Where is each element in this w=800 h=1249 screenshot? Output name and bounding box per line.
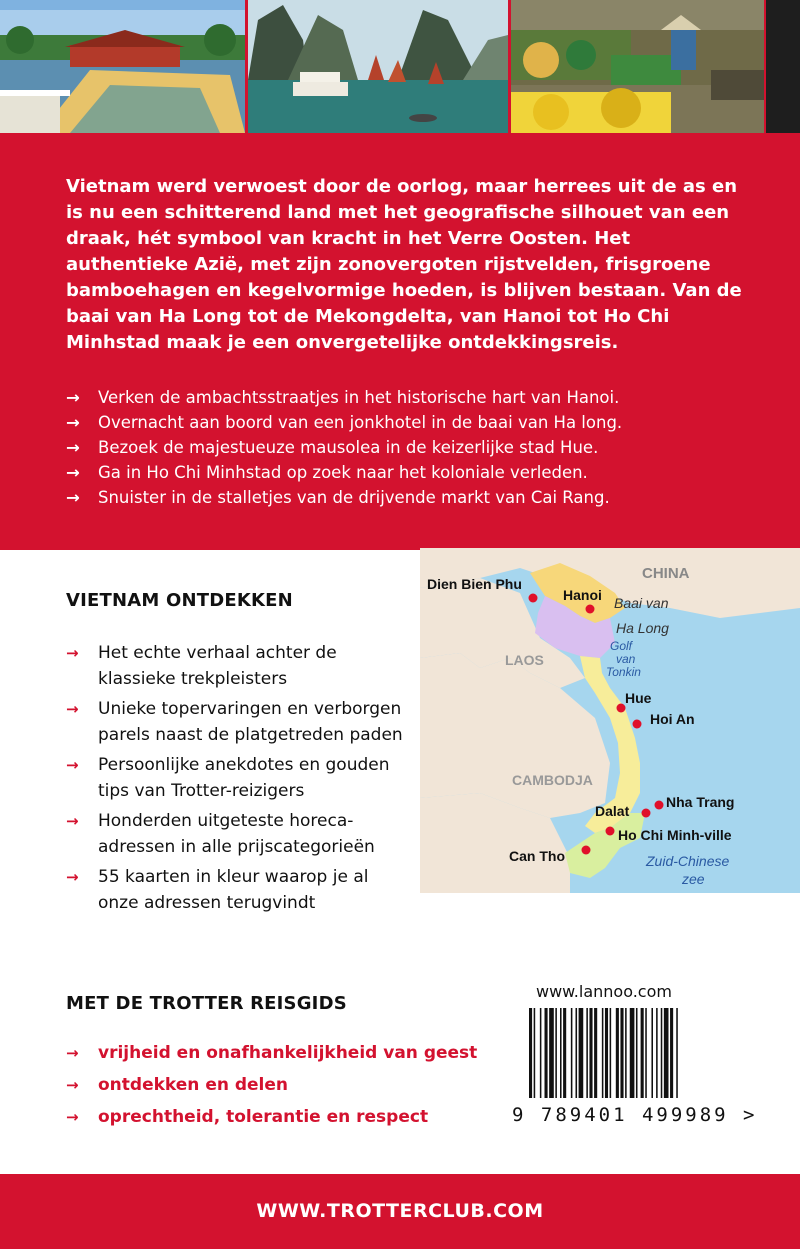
can-tho-label: Can Tho [509,848,565,864]
barcode-bar [610,1008,612,1098]
arrow-icon: → [66,438,80,457]
barcode-bar [625,1008,627,1098]
barcode-bar [534,1008,536,1098]
barcode-bar [670,1008,673,1098]
sea-label-1: Zuid-Chinese [646,853,730,869]
guide-title: MET DE TROTTER REISGIDS [66,993,347,1014]
nha-trang-label: Nha Trang [666,794,735,810]
barcode-bar [641,1008,644,1098]
isbn-number: 9 789401 499989 > [512,1104,758,1126]
can-tho-dot [582,846,591,855]
list-item: → ontdekken en delen [66,1072,486,1104]
intro-text: Vietnam werd verwoest door de oorlog, maar herrees uit de as en is nu een schitterend land met het geografische silhouet van een draak, hét symbool van kracht in het Verre Oosten. Het authentieke Azië, met zijn zonovergoten rijstvelden, frisgroene bamboehagen en kegelvormige hoeden, is blijven bestaan. Van de baai van Ha Long tot de Mekongdelta, van Hanoi tot Ho Chi Minhstad maak je een onvergetelijke ontdekkingsreis. [66,176,742,353]
golf-label-3: Tonkin [606,665,641,679]
footer-url[interactable]: WWW.TROTTERCLUB.COM [256,1200,544,1222]
arrow-icon: → [66,644,79,662]
arrow-icon: → [66,756,79,774]
list-item: → Verken de ambachtsstraatjes in het historische hart van Hanoi. [66,386,756,411]
photo-strip [0,0,800,135]
laos-label: LAOS [505,652,544,668]
arrow-icon: → [66,1044,79,1062]
barcode-bar [676,1008,678,1098]
barcode-bar [616,1008,619,1098]
barcode-bar [529,1008,532,1098]
list-item: → oprechtheid, tolerantie en respect [66,1104,486,1136]
highlights-list [66,386,756,511]
baai-label-1: Baai van [614,595,669,611]
barcode-bar [664,1008,669,1098]
hoi-an-dot [633,720,642,729]
floating-market-photo [511,0,764,133]
barcode-bar [540,1008,542,1098]
hanoi-dot [586,605,595,614]
barcode-bar [586,1008,588,1098]
nha-trang-dot [655,801,664,810]
barcode-bar [563,1008,566,1098]
list-item: → Persoonlijke anekdotes en gouden tips van Trotter-reizigers [66,752,406,804]
china-label: CHINA [642,565,690,582]
barcode-bar [560,1008,562,1098]
guide-list [66,1040,486,1136]
barcode-bar [602,1008,604,1098]
cambodja-label: CAMBODJA [512,772,593,788]
list-item: → vrijheid en onafhankelijkheid van geest [66,1040,486,1072]
golf-label-2: van [616,652,636,666]
arrow-icon: → [66,812,79,830]
dien-bien-phu-dot [529,594,538,603]
hcm-dot [606,827,615,836]
arrow-icon: → [66,488,80,507]
list-item: → 55 kaarten in kleur waarop je al onze adressen terugvindt [66,864,406,916]
list-item: → Honderden uitgeteste horeca-adressen in alle prijscategorieën [66,808,406,860]
arrow-icon: → [66,463,80,482]
barcode-bar [630,1008,635,1098]
hanoi-label: Hanoi [563,587,602,603]
arrow-icon: → [66,1076,79,1094]
barcode-bar [651,1008,653,1098]
sea-label-2: zee [682,871,705,887]
barcode-bar [549,1008,554,1098]
arrow-icon: → [66,868,79,886]
arrow-icon: → [66,1108,79,1126]
list-item: → Het echte verhaal achter de klassieke trekpleisters [66,640,406,692]
hue-label: Hue [625,690,652,706]
temple-photo [0,0,245,133]
list-item: → Unieke topervaringen en verborgen parels naast de platgetreden paden [66,696,406,748]
barcode-bar [636,1008,638,1098]
hoi-an-label: Hoi An [650,711,695,727]
discover-title: VIETNAM ONTDEKKEN [66,590,293,611]
discover-list [66,640,406,920]
barcode-bar [579,1008,584,1098]
vietnam-map [420,548,800,893]
barcode-bar [571,1008,573,1098]
barcode-bar [605,1008,608,1098]
ha-long-bay-photo [248,0,508,133]
barcode-bar [576,1008,578,1098]
list-item: → Bezoek de majestueuze mausolea in de keizerlijke stad Hue. [66,436,756,461]
publisher-url[interactable]: www.lannoo.com [536,982,672,1001]
barcode-bar [620,1008,623,1098]
barcode-bar [661,1008,663,1098]
arrow-icon: → [66,413,80,432]
barcode-bar [545,1008,548,1098]
golf-label-1: Golf [610,639,633,653]
list-item: → Ga in Ho Chi Minhstad op zoek naar het koloniale verleden. [66,461,756,486]
hcm-label: Ho Chi Minh-ville [618,827,732,843]
barcode-bar [589,1008,592,1098]
list-item: → Overnacht aan boord van een jonkhotel in de baai van Ha long. [66,411,756,436]
arrow-icon: → [66,700,79,718]
barcode-bar [645,1008,647,1098]
baai-label-2: Ha Long [616,620,669,636]
barcode-bar [594,1008,597,1098]
barcode [527,1008,722,1098]
barcode-bar [656,1008,658,1098]
dalat-dot [642,809,651,818]
photo-strip-end [766,0,800,133]
arrow-icon: → [66,388,80,407]
list-item: → Snuister in de stalletjes van de drijvende markt van Cai Rang. [66,486,756,511]
dien-bien-phu-label: Dien Bien Phu [427,576,522,592]
barcode-bar [555,1008,557,1098]
dalat-label: Dalat [595,803,630,819]
